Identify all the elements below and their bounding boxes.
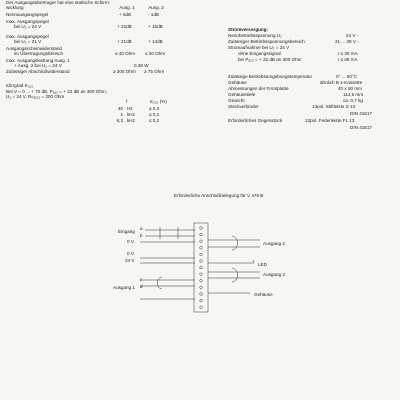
spec-value: 114,5 mm — [343, 92, 364, 97]
klirr-k-value: ≤ 0,1 — [149, 112, 160, 117]
connector-pin — [200, 240, 203, 243]
klirr-freq-unit: Hz — [127, 106, 133, 111]
load-value-ausg1: ≥ 300 Ohm — [113, 69, 136, 74]
row-label: max. Ausgangsleistung Ausg. 1 — [6, 58, 70, 63]
connector-pin — [200, 233, 203, 236]
connector-pin — [200, 306, 203, 309]
connector-pin — [200, 253, 203, 256]
supply-value: I ≤ 30 mA — [338, 51, 358, 56]
row-value-ausg1: ≤ 40 Ohm — [115, 51, 136, 56]
spec-label: Gewicht — [228, 98, 245, 103]
klirr-condition-2: U₂ = 24 V, Rₙₐ₂₂₂ = 200 Ohm — [6, 94, 65, 99]
supply-label: Zulässiger Betriebsspannungsbereich — [228, 39, 305, 44]
connector-pin — [200, 227, 203, 230]
label-eingang: Eingang — [118, 229, 135, 234]
label-gehaeuse: Gehäuse — [254, 292, 273, 297]
connector-pin — [200, 280, 203, 283]
row-value-ausg2: ≤ 30 Ohm — [145, 51, 166, 56]
label-0v: 0 V — [127, 239, 134, 244]
connector-pin — [200, 293, 203, 296]
label-pin-b: b — [140, 233, 143, 238]
intro-line-1: Der Ausgangsübertrager hat eine statische Schirm- — [6, 0, 111, 5]
spec-value: ca. 0,7 kg — [343, 98, 363, 103]
shield-ausgang1 — [157, 277, 162, 289]
row-value-ausg2: + 15dB — [148, 24, 163, 29]
connector-pin — [200, 273, 203, 276]
klirr-condition-1: Bei V = 0 ... + 70 dB, Pₐ₂₂ = + 22 dB an 300 Ohm, — [6, 89, 108, 94]
shield-right-lower — [232, 268, 238, 282]
spec-value: 13pol. Federleiste FL 13 — [305, 118, 355, 123]
klirr-head-f: f — [126, 99, 128, 104]
supply-sublabel: bei Pₐ₂₂ = + 22 dB an 300 Ohm — [238, 57, 302, 62]
row-label: max. Ausgangspegel — [6, 34, 49, 39]
label-plus: + — [252, 259, 255, 264]
row-value-ausg1: 0,36 W — [134, 63, 149, 68]
intro-line-2: wicklung — [6, 5, 24, 10]
label-led: LED — [258, 262, 267, 267]
connector-pin — [200, 266, 203, 269]
connector-pin — [200, 247, 203, 250]
spec-label: Gehäusetiefe — [228, 92, 256, 97]
connector-pin — [200, 286, 203, 289]
klirr-freq: 1 — [120, 112, 123, 117]
klirr-title: Klirrgrad K₂₂₂ — [6, 83, 34, 88]
supply-value: I ≤ 68 mA — [338, 57, 358, 62]
spec-label: Erforderliches Gegenstück — [228, 118, 283, 123]
label-ausgang2: Ausgang 2 — [263, 241, 285, 246]
spec-value: DIN 41617 — [350, 125, 372, 130]
row-value-ausg1: + 6dB — [119, 12, 132, 17]
shield-ausgang2 — [232, 236, 238, 250]
connector-pin — [200, 260, 203, 263]
spec-value: 13pol. Stiftleiste S 13 — [312, 104, 356, 109]
spec-value: DIN 41617 — [350, 111, 372, 116]
label-24v: 24 V — [125, 258, 135, 263]
load-value-ausg2: ≥ 75 Ohm — [144, 69, 165, 74]
label-ausgang1: Ausgang 1 — [113, 285, 135, 290]
spec-label: Abmessungen der Frontplatte — [228, 86, 289, 91]
label-pin-a: a — [140, 226, 143, 231]
row-sublabel: bei U₂ = 24 V — [14, 24, 42, 29]
supply-label: Nennbetriebsspannung U₂ — [228, 33, 282, 38]
row-value-ausg1: + 22dB — [117, 24, 132, 29]
column-head-ausg2: Ausg. 2 — [148, 5, 164, 10]
row-value-ausg2: + 14dB — [148, 39, 163, 44]
connector-block — [194, 223, 208, 312]
klirr-freq: 6,3 — [116, 118, 123, 123]
supply-heading: Stromversorgung: — [228, 27, 269, 32]
shield-eingang — [160, 227, 178, 239]
column-head-ausg1: Ausg. 1 — [119, 5, 135, 10]
temp-value: 0° ... 50°C — [336, 74, 358, 79]
spec-label: Gehäuse — [228, 80, 247, 85]
klirr-freq-unit: kHz — [127, 112, 135, 117]
klirr-head-k: K₂₂₂ (%) — [150, 99, 167, 104]
supply-value: 21 ... 28 V - — [335, 39, 359, 44]
supply-value: 24 V - — [346, 33, 359, 38]
spec-label: Steckverbinder — [228, 104, 259, 109]
supply-label: Stromaufnahme bei U₂ = 24 V — [228, 45, 290, 50]
row-label: Ausgangsscheinwiderstand — [6, 46, 62, 51]
row-sublabel: im Übertragungsbereich — [14, 51, 64, 56]
spec-value: ähnlich B 1-Kassette — [320, 80, 363, 85]
diagram-title: Erforderliche Anschlußbelegung für V 476 B — [174, 193, 264, 198]
supply-sublabel: ohne Eingangssignal — [238, 51, 281, 56]
load-label: Zulässiger Abschlußwiderstand — [6, 69, 70, 74]
label-0v-2: 0 V — [127, 251, 134, 256]
spec-value: 40 x 90 mm — [338, 86, 362, 91]
klirr-k-value: ≤ 0,3 — [149, 106, 160, 111]
row-label: max. Ausgangspegel — [6, 19, 49, 24]
row-sublabel: + Ausg. 2 bei U₂ = 24 V — [14, 63, 62, 68]
label-pin-d: d — [140, 284, 143, 289]
klirr-freq: 40 — [117, 106, 123, 111]
label-pin-c: c — [140, 277, 143, 282]
connector-pin — [200, 299, 203, 302]
klirr-k-value: ≤ 0,2 — [149, 118, 160, 123]
row-label: Nennausgangspegel — [6, 12, 49, 17]
row-sublabel: bei U₂ = 21 V — [14, 39, 42, 44]
row-value-ausg1: + 21dB — [117, 39, 132, 44]
label-ausgang2-lower: Ausgang 2 — [263, 272, 285, 277]
klirr-freq-unit: kHz — [127, 118, 135, 123]
row-value-ausg2: - 1dB — [148, 12, 159, 17]
temp-label: Zulässige Betriebsumgebungstemperatur — [228, 74, 313, 79]
connector-pins — [200, 227, 203, 309]
